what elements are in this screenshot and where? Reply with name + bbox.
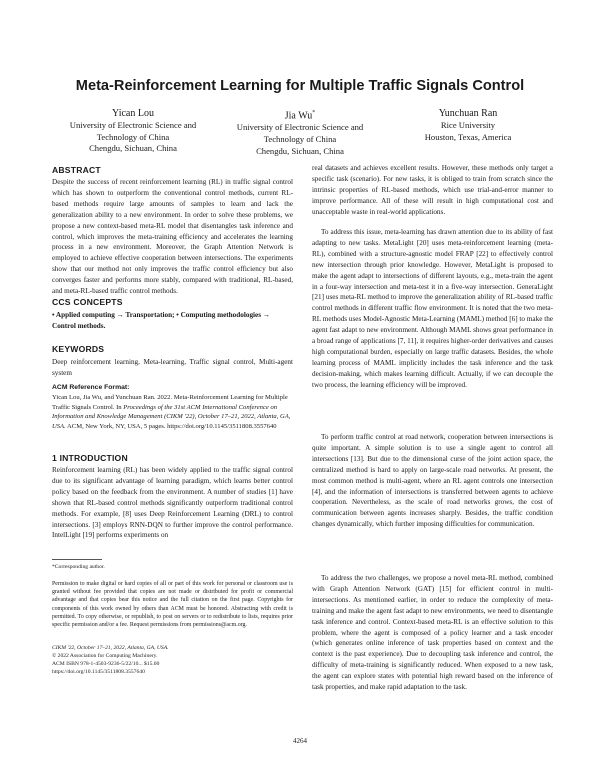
page-number: 4264 — [293, 737, 307, 745]
author-block-2 — [215, 107, 385, 157]
copyright-line: © 2022 Association for Computing Machinery. — [52, 653, 158, 659]
introduction-heading: 1 INTRODUCTION — [52, 453, 128, 463]
copyright-block — [52, 644, 293, 676]
author-affiliation: University of Electronic Science and — [236, 122, 364, 133]
author-block-3 — [383, 107, 553, 143]
corresponding-note: *Corresponding author. — [52, 564, 105, 570]
reference-format-text — [52, 393, 293, 431]
author-block-1 — [48, 107, 218, 155]
ccs-heading: CCS CONCEPTS — [52, 297, 123, 307]
author-affiliation: University of Electronic Science and — [69, 120, 197, 130]
copyright-line: https://doi.org/10.1145/3511808.3557640 — [52, 669, 145, 675]
author-name: Jia Wu — [284, 110, 313, 122]
abstract-heading: ABSTRACT — [52, 165, 101, 175]
body-paragraph: To address the two challenges, we propose a novel meta-RL method, combined with Graph Attention Network (GAT) [15] for efficient control in multi-intersections. As mentioned earlier, in order to reduce the complexity of meta-training and make the agent fast adapt to new environments, we need to disentangle task inference and control. Context-based meta-RL is an effective solution to this problem, where the agent is composed of a policy learner and a task encoder (which generates online inference of task properties based on context and the context is the past experience). Due to decoupling task inference and control, the difficulty of meta-training is significantly reduced. When exposed to a new task, the agent can explore states with potential high reward based on the inference of task properties, and make rapid adaptation to the task. — [312, 574, 553, 692]
introduction-text: Reinforcement learning (RL) has been widely applied to the traffic signal control due to its significant advantage of learning paradigm, which learns better control policy based on the feedback from the environment. A number of studies [1] have shown that RL-based control methods significantly outperform traditional control methods. For example, [8] uses Deep Reinforcement Learning (DRL) to control intersections. [3] employs RNN-DQN to further improve the control performance. IntelLight [19] performs experiments on — [52, 466, 293, 540]
author-name: Yican Lou — [112, 108, 154, 119]
reference-authors: Yican Lou, Jia Wu, and Yunchuan Ran. 2022. Meta-Reinforcement Learning for Multiple Traffic Signals Control. In — [52, 394, 288, 411]
author-name: Yunchuan Ran — [438, 108, 498, 119]
author-location: Chengdu, Sichuan, China — [89, 143, 177, 154]
author-affiliation: Rice University — [440, 120, 496, 130]
body-paragraph: real datasets and achieves excellent results. However, these methods only target a specific task (scenario). For new tasks, it is obliged to train from scratch since the intrinsic properties of RL-based methods, which use trial-and-error manner to improve performance. All of these will result in high computational cost and unacceptable waste in real-world applications. — [312, 164, 553, 216]
permission-notice: Permission to make digital or hard copies of all or part of this work for personal or classroom use is granted without fee provided that copies are not made or distributed for profit or commercial advantage and that copies bear this notice and the full citation on the first page. Copyrights for components of this work owned by others than ACM must be honored. Abstracting with credit is permitted. To copy otherwise, or republish, to post on servers or to redistribute to lists, requires prior specific permission and/or a fee. Request permissions from permissions@acm.org. — [52, 581, 293, 629]
author-location: Houston, Texas, America — [424, 131, 512, 142]
author-mark: * — [312, 110, 316, 116]
abstract-text: Despite the success of recent reinforcement learning (RL) in traffic signal control which has shown to outperform the conventional control methods, current RL-based methods require large amounts of samples to learn and lack the generalization ability to a new environment. In order to solve these problems, we propose a new context-based meta-RL model that disentangles task inference and control, which improves the meta-training efficiency and accelerates the learning process in a new environment. Moreover, the Graph Attention Network is employed to achieve effective cooperation between intersections. The experiments show that our method not only improves the traffic control efficiency but also converges faster and performs more stably, compared with traditional, RL-based, and meta-RL-based traffic control methods. — [52, 178, 293, 296]
reference-format-heading: ACM Reference Format: — [52, 384, 130, 391]
ccs-text: • Applied computing → Transportation; • Computing methodologies → Control methods. — [52, 311, 271, 330]
copyright-line: ACM ISBN 978-1-4503-9236-5/22/10... $15.00 — [52, 661, 160, 667]
keywords-text: Deep reinforcement learning, Meta-learning, Traffic signal control, Multi-agent system — [52, 358, 293, 377]
reference-venue: Proceedings of the 31st ACM International Conference on Information and Knowledge Management (CIKM '22), October 17–21, 2022, Atlanta, GA, USA. — [52, 403, 291, 430]
author-location: Chengdu, Sichuan, China — [256, 145, 344, 156]
paper-title: Meta-Reinforcement Learning for Multiple Traffic Signals Control — [75, 78, 525, 94]
reference-rest: ACM, New York, NY, USA, 5 pages. https://doi.org/10.1145/3511808.3557640 — [67, 422, 277, 430]
copyright-line: CIKM '22, October 17–21, 2022, Atlanta, GA, USA. — [52, 645, 169, 651]
body-paragraph: To perform traffic control at road network, cooperation between intersections is quite important. A simple solution is to use a single agent to control all intersections [13]. But due to the dimensional curse of the joint action space, the centralized method is hard to apply on large-scale road networks. At present, the most common method is multi-agent, where an RL agent controls one intersection [4], and the information of intersections is transferred between agents to achieve cooperation. Nevertheless, as the scale of road networks grows, the cost of communication between agents increases sharply. Besides, the traffic condition changes dynamically, which further imposing difficulties for communication. — [312, 433, 553, 529]
author-affiliation: Technology of China — [96, 131, 170, 142]
author-affiliation: Technology of China — [263, 133, 337, 144]
footnote-rule — [52, 559, 102, 560]
body-paragraph: To address this issue, meta-learning has drawn attention due to its ability of fast adapting to new tasks. MetaLight [20] uses meta-reinforcement learning (meta-RL), combined with a structure-agnostic model FRAP [22] to effectively control new intersection through prior knowledge. However, MetaLight is proposed to make the agent adapt to intersections of different layouts, e.g., meta-train the agent in a four-way intersection and meta-test it in a five-way intersection. GeneraLight [21] uses meta-RL method to improve the generalization ability of RL-based traffic control methods in different traffic flow environment. It is noted that the two meta-RL methods uses Model-Agnostic Meta-Learning (MAML) method [6] to make the agent fast adapt to new environment. Although MAML shows great performance in a broad range of applications [7, 11], it requires higher-order derivatives and causes high computational burden, especially on large traffic datasets. Besides, the whole learning process of MAML implicitly includes the task inference and the task decision-making, which makes learning difficult. Actually, if we can decouple the two process, the learning efficiency will be improved. — [312, 228, 553, 389]
keywords-heading: KEYWORDS — [52, 344, 105, 354]
